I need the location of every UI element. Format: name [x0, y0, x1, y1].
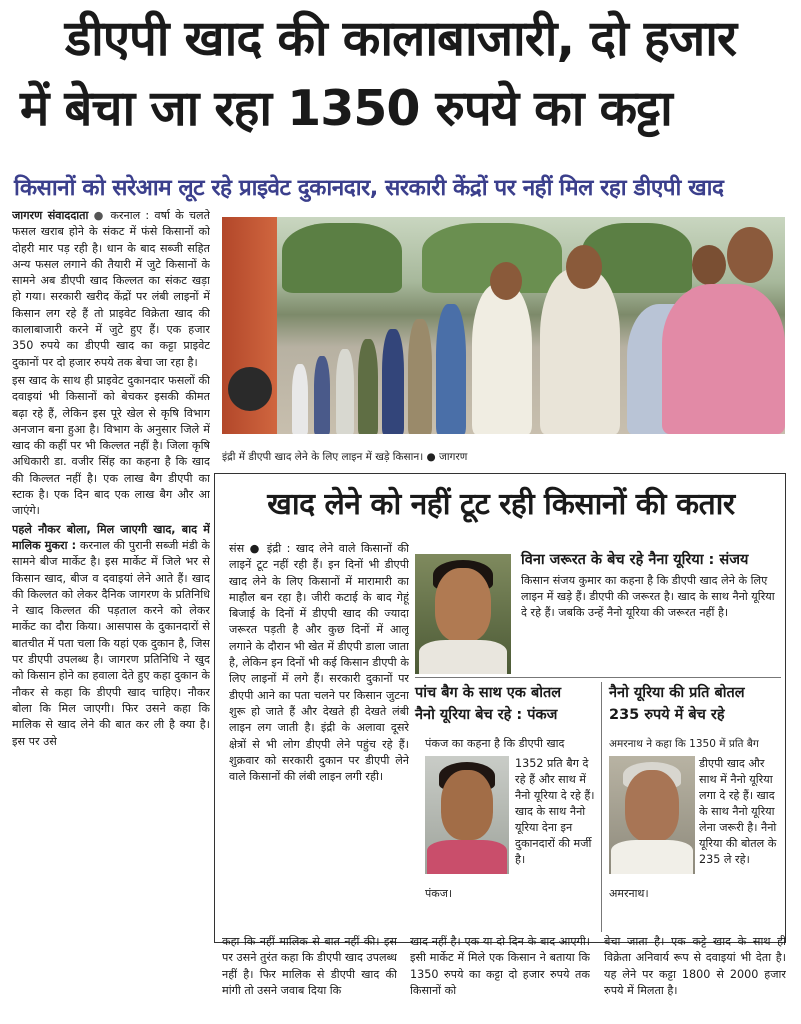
- photo-head: [490, 262, 522, 300]
- pankaj-shirt: [427, 840, 507, 874]
- bottom-column-2: खाद नहीं है। एक या दो दिन के बाद आएगी। इसी मार्केट में मिले एक किसान ने बताया कि 1350 रुपये का कट्टा दो हजार रुपये तक किसानों को: [410, 935, 590, 997]
- box-title: खाद लेने को नहीं टूट रही किसानों की कतार: [267, 487, 735, 522]
- photo-person: [382, 329, 404, 434]
- boxed-story: [214, 473, 786, 943]
- sanjay-face: [435, 568, 491, 642]
- amarnath-face: [625, 770, 679, 842]
- amarnath-photo: [609, 756, 695, 874]
- photo-head: [566, 245, 602, 289]
- left-paragraph-3-text: करनाल की पुरानी सब्जी मंडी के सामने बीज मार्केट है। इस मार्केट में जिले भर से किसान खाद, बीज व दवाइयां लेने आते हैं। खाद की किल्लत को लेकर दैनिक जागरण के प्रतिनिधि ने खाद किल्लत की पड़ताल करने को लेकर मार्केट का दौरा किया। आसपास के दुकानदारों से बातचीत में पता चला कि यहां एक दुकान है, जिस पर डीएपी उपलब्ध है। जागरण प्रतिनिधि ने खुद को किसान होने का हवाला देते हुए कहा दुकान के नौकर से कहा कि डीएपी खाद चाहिए। नौकर बोला कि मिल जाएगी। फिर उसने कहा कि मालिक से खाद लेने की बात कर ली है क्या है। इस पर उसे: [12, 538, 210, 748]
- photo-person: [436, 304, 466, 434]
- photo-caption-text: इंद्री में डीएपी खाद लेने के लिए लाइन में खड़े किसान।: [222, 451, 424, 463]
- pankaj-intro: पंकज का कहना है कि डीएपी खाद: [425, 737, 565, 750]
- photo-head: [727, 227, 773, 283]
- amarnath-intro: अमरनाथ ने कहा कि 1350 में प्रति बैग: [609, 738, 759, 750]
- amarnath-text: डीएपी खाद और साथ में नैनो यूरिया लगा दे रहे हैं। खाद के साथ नैनो यूरिया लेना जरूरी है। नैनो यूरिया की बोतल के 235 ले रहे।: [699, 757, 777, 866]
- divider: [601, 682, 602, 932]
- photo-caption: [222, 450, 785, 464]
- amarnath-heading: [609, 682, 785, 726]
- pankaj-face: [441, 770, 493, 840]
- left-column: [12, 208, 210, 1024]
- left-paragraph-1: [12, 208, 210, 371]
- photo-person: [472, 284, 532, 434]
- pankaj-caption: पंकज।: [425, 887, 453, 900]
- pankaj-photo: [425, 756, 509, 874]
- amarnath-shirt: [611, 840, 693, 874]
- sanjay-shirt: [419, 640, 507, 674]
- photo-tree: [282, 223, 402, 293]
- farmers-queue-photo: [222, 217, 785, 434]
- bottom-column-1: कहा कि नहीं मालिक से बात नहीं की। इस पर उसने तुरंत कहा कि डीएपी खाद उपलब्ध नहीं है। फिर मालिक से डीएपी खाद की मांगी तो उसने जवाब दिया कि: [222, 935, 397, 997]
- subsection-lead: पहले नौकर बोला, मिल जाएगी खाद, बाद में मालिक मुकरा :: [12, 522, 210, 552]
- headline-line-1: डीएपी खाद की कालाबाजारी, दो हजार: [64, 10, 737, 67]
- pankaj-text: 1352 प्रति बैग दे रहे हैं और साथ में नैनो यूरिया दे रहे हैं। खाद के साथ नैनो यूरिया देना इन दुकानदारों की मर्जी है।: [515, 757, 595, 866]
- photo-person: [540, 269, 620, 434]
- dateline-bullet: ●: [93, 209, 106, 222]
- pankaj-heading-line-1: पांच बैग के साथ एक बोतल: [415, 685, 562, 701]
- bottom-column-3: बेचा जाता है। एक कट्टे खाद के साथ ही विक्रेता अनिवार्य रूप से दवाइयां भी देता है। यह लेने पर कट्टा 1800 से 2000 हजार रुपये में मिलता है।: [604, 935, 786, 997]
- photo-credit: ● जागरण: [426, 451, 468, 463]
- photo-person: [358, 339, 378, 434]
- headline-line-2: में बेचा जा रहा 1350 रुपये का कट्टा: [20, 80, 672, 137]
- pankaj-heading: [415, 682, 597, 726]
- box-body: संस ● इंद्री : खाद लेने वाले किसानों की लाइनें टूट नहीं रही हैं। इन दिनों भी डीएपी खाद लेने के लिए किसानों में मारामारी का माहौल बन रहा है। जीरी कटाई के बाद गेहूं बिजाई के दिनों में डीएपी खाद की ज्यादा जरूरत पड़ती है और कुछ दिनों में आलू लगाने के दौरान भी खेत में डीएपी डाला जाता है, लेकिन इन दिनों भी कई किसान डीएपी के लिए लाइनों में लगे हैं। सरकारी दुकानों पर डीएपी आने का पता चलने पर किसान जुटना शुरू हो जाते हैं और देखते ही देखते लंबी लाइन लग जाती है। इंद्री के अलावा दूसरे क्षेत्रों से भी लोग डीएपी लेने पहुंच रहे हैं। शुक्रवार को सरकारी दुकान पर डीएपी लेने वाले किसानों की लंबी लाइन लगी रही।: [229, 542, 409, 784]
- photo-person: [314, 356, 330, 434]
- photo-person: [662, 284, 785, 434]
- divider: [415, 677, 781, 678]
- pankaj-heading-line-2: नैनो यूरिया बेच रहे : पंकज: [415, 707, 558, 723]
- sanjay-text: किसान संजय कुमार का कहना है कि डीएपी खाद लेने के लिए लाइन में खड़े हैं। डीएपी की जरूरत है। खाद के साथ नैनो यूरिया दे रहे हैं। जबकि उन्हें नैनो यूरिया की जरूरत नहीं है।: [521, 574, 775, 619]
- photo-person: [408, 319, 432, 434]
- photo-truck-wheel: [228, 367, 272, 411]
- left-paragraph-2: इस खाद के साथ ही प्राइवेट दुकानदार फसलों की दवाइयां भी किसानों को बेचकर इसकी कीमत बढ़ा रहे हैं, लेकिन इस पूरे खेल से कृषि विभाग अनजान बना हुआ है। विभाग के अनुसार जिले में खाद की कहीं पर भी किल्लत नहीं है। जिला कृषि अधिकारी डा. वजीर सिंह का कहना है कि खाद की किल्लत नहीं है। एक लाख बैग डीएपी का स्टाक है। एक दिन बाद एक लाख बैग और आ जाएंगे।: [12, 373, 210, 518]
- photo-person: [336, 349, 354, 434]
- photo-head: [692, 245, 726, 285]
- headline: [10, 4, 791, 144]
- amarnath-heading-line-2: 235 रुपये में बेच रहे: [609, 707, 725, 723]
- dateline: जागरण संवाददाता: [12, 209, 89, 222]
- left-paragraph-3: [12, 522, 210, 750]
- photo-person: [292, 364, 308, 434]
- subheadline: किसानों को सरेआम लूट रहे प्राइवेट दुकानदार, सरकारी केंद्रों पर नहीं मिल रहा डीएपी खाद: [14, 175, 724, 201]
- sanjay-photo: [415, 554, 511, 674]
- sanjay-heading: विना जरूरत के बेच रहे नैना यूरिया : संजय: [521, 552, 749, 568]
- left-paragraph-1-text: करनाल : वर्षा के चलते फसल खराब होने के संकट में फंसे किसानों को दोहरी मार पड़ रही है। धान के बाद सब्जी सहित अन्य फसल लगाने की तैयारी में जुटे किसानों के सामने अब डीएपी खाद किल्लत का संकट खड़ा हो गया। सरकारी खरीद केंद्रों पर लंबी लाइनों में किसान लग रहे हैं तो प्राइवेट विक्रेता खाद की कालाबाजारी करने में जुटे हुए हैं। एक हजार 350 रुपये का डीएपी खाद का कट्टा प्राइवेट दुकानों पर दो हजार रुपये तक बेचा जा रहा है।: [12, 209, 210, 369]
- amarnath-caption: अमरनाथ।: [609, 887, 649, 900]
- amarnath-heading-line-1: नैनो यूरिया की प्रति बोतल: [609, 685, 745, 701]
